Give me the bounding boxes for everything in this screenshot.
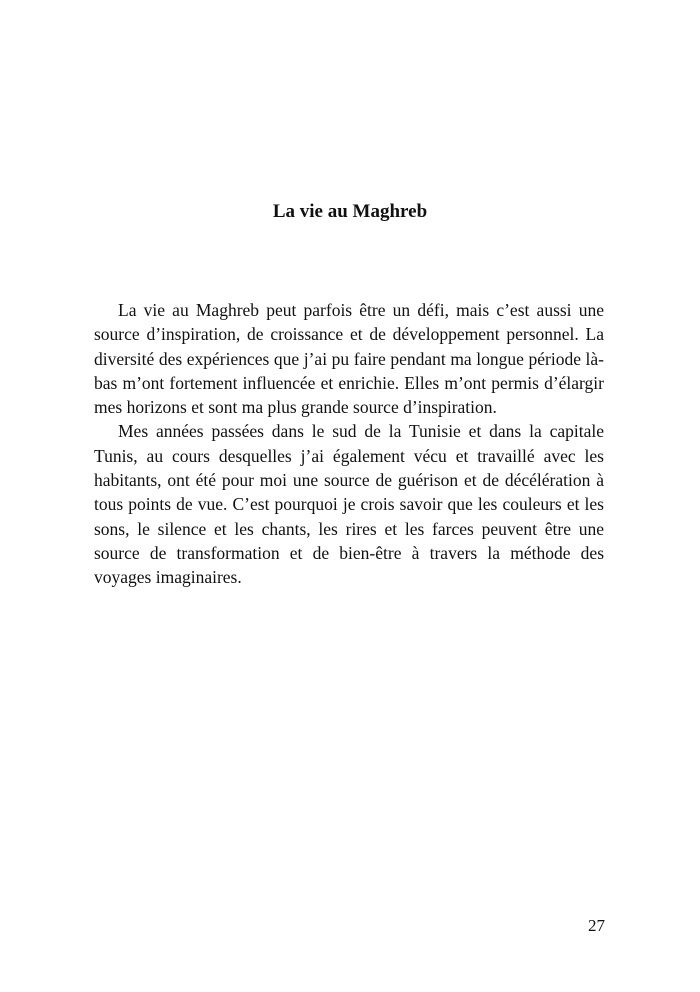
- paragraph: Mes années passées dans le sud de la Tunisie et dans la capitale Tunis, au cours desquelles j’ai également vécu et travaillé avec les habitants, ont été pour moi une source de guérison et de décélération à tous points de vue. C’est pourquoi je crois savoir que les couleurs et les sons, le silence et les chants, les rires et les farces peuvent être une source de transformation et de bien-être à travers la méthode des voyages imaginaires.: [94, 421, 604, 588]
- chapter-body: [94, 298, 604, 590]
- paragraph: La vie au Maghreb peut parfois être un défi, mais c’est aussi une source d’inspiration, de croissance et de développement personnel. La diversité des expériences que j’ai pu faire pendant ma longue période là-bas m’ont fortement influencée et enrichie. Elles m’ont permis d’élargir mes horizons et sont ma plus grande source d’inspiration.: [94, 300, 604, 418]
- chapter-title: La vie au Maghreb: [272, 201, 428, 222]
- page-number: 27: [588, 916, 605, 935]
